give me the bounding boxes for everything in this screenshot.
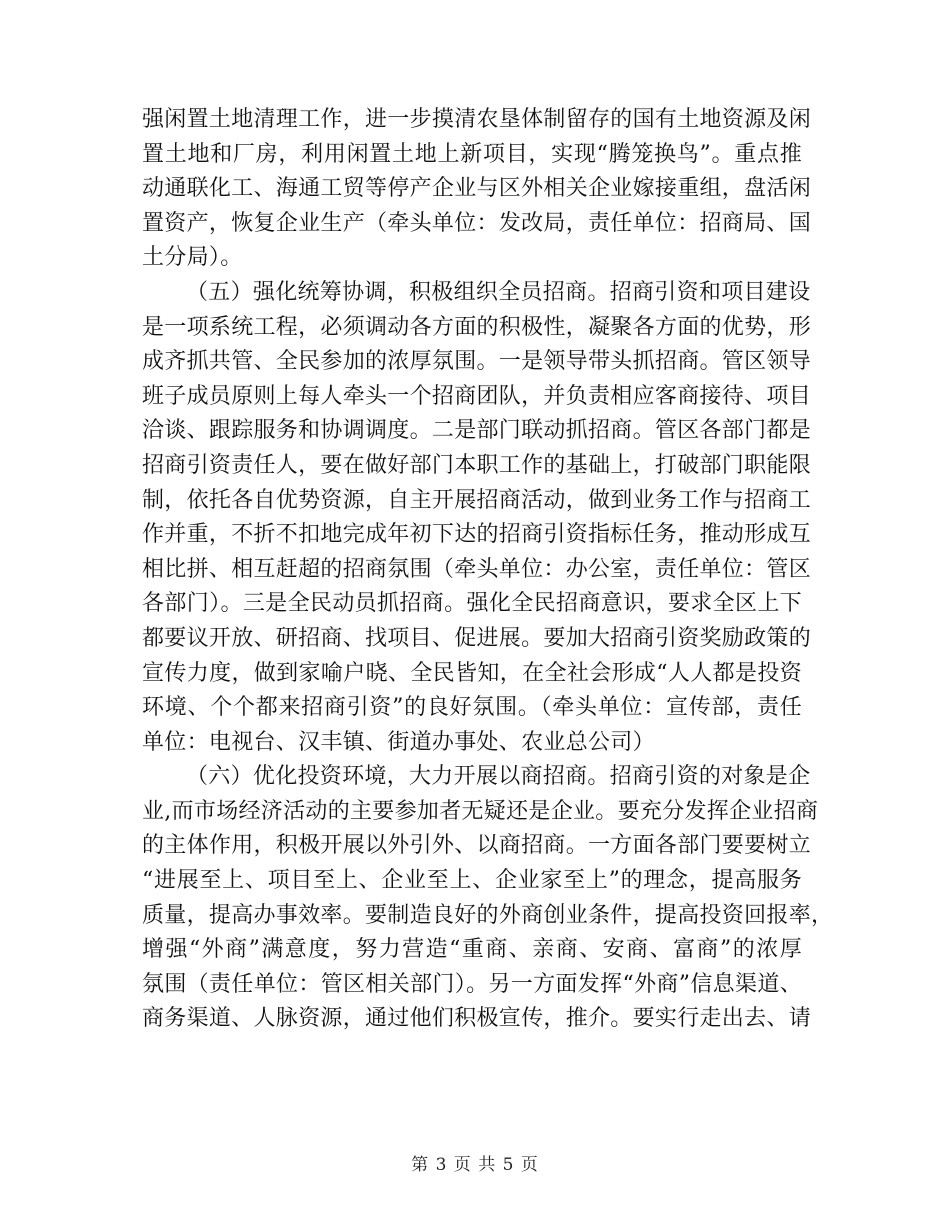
- paragraph-1: [142, 103, 812, 276]
- text-line: 置土地和厂房，利用闲置土地上新项目，实现“腾笼换鸟”。重点推: [142, 141, 802, 167]
- text-line: 相比拼、相互赶超的招商氛围（牵头单位：办公室，责任单位：管区: [142, 556, 812, 582]
- text-line: 商务渠道、人脉资源，通过他们积极宣传，推介。要实行走出去、请: [142, 1006, 812, 1032]
- text-line: 成齐抓共管、全民参加的浓厚氛围。一是领导带头抓招商。管区领导: [142, 349, 812, 375]
- paragraph-2: [142, 276, 812, 760]
- text-line: 增强“外商”满意度，努力营造“重商、亲商、安商、富商”的浓厚: [142, 937, 802, 963]
- text-line: 氛围（责任单位：管区相关部门）。另一方面发挥“外商”信息渠道、: [142, 971, 802, 997]
- text-line: 强闲置土地清理工作，进一步摸清农垦体制留存的国有土地资源及闲: [142, 107, 812, 132]
- text-line: 置资产，恢复企业生产（牵头单位：发改局，责任单位：招商局、国: [142, 210, 812, 236]
- document-body: [142, 103, 834, 1037]
- text-line: 宣传力度，做到家喻户晓、全民皆知，在全社会形成“人人都是投资: [142, 660, 802, 686]
- text-line: 环境、个个都来招商引资”的良好氛围。（牵头单位：宣传部，责任: [142, 695, 802, 721]
- paragraph-3: [142, 760, 834, 1037]
- text-line: 作并重，不折不扣地完成年初下达的招商引资指标任务，推动形成互: [142, 522, 812, 548]
- text-line: 洽谈、跟踪服务和协调调度。二是部门联动抓招商。管区各部门都是: [142, 418, 812, 444]
- page-number-footer: 第 3 页 共 5 页: [411, 1155, 539, 1175]
- text-line: （六）优化投资环境，大力开展以商招商。招商引资的对象是企: [186, 764, 811, 790]
- text-line: 制，依托各自优势资源，自主开展招商活动，做到业务工作与招商工: [142, 487, 812, 513]
- text-line: 是一项系统工程，必须调动各方面的积极性，凝聚各方面的优势，形: [142, 314, 812, 340]
- text-line: 单位：电视台、汉丰镇、街道办事处、农业总公司）: [142, 729, 655, 755]
- text-line: （五）强化统筹协调，积极组织全员招商。招商引资和项目建设: [186, 279, 811, 305]
- text-line: 班子成员原则上每人牵头一个招商团队，并负责相应客商接待、项目: [142, 383, 812, 409]
- text-line: “进展至上、项目至上、企业至上、企业家至上”的理念，提高服务: [142, 868, 802, 894]
- text-line: 业,而市场经济活动的主要参加者无疑还是企业。要充分发挥企业招商: [142, 798, 819, 824]
- text-line: 都要议开放、研招商、找项目、促进展。要加大招商引资奖励政策的: [142, 625, 812, 651]
- text-line: 招商引资责任人，要在做好部门本职工作的基础上，打破部门职能限: [142, 452, 812, 478]
- text-line: 各部门）。三是全民动员抓招商。强化全民招商意识，要求全区上下: [142, 591, 802, 617]
- text-line: 的主体作用，积极开展以外引外、以商招商。一方面各部门要要树立: [142, 833, 812, 859]
- text-line: 质量，提高办事效率。要制造良好的外商创业条件，提高投资回报率，: [142, 902, 834, 928]
- text-line: 土分局）。: [142, 245, 243, 271]
- text-line: 动通联化工、海通工贸等停产企业与区外相关企业嫁接重组，盘活闲: [142, 176, 812, 202]
